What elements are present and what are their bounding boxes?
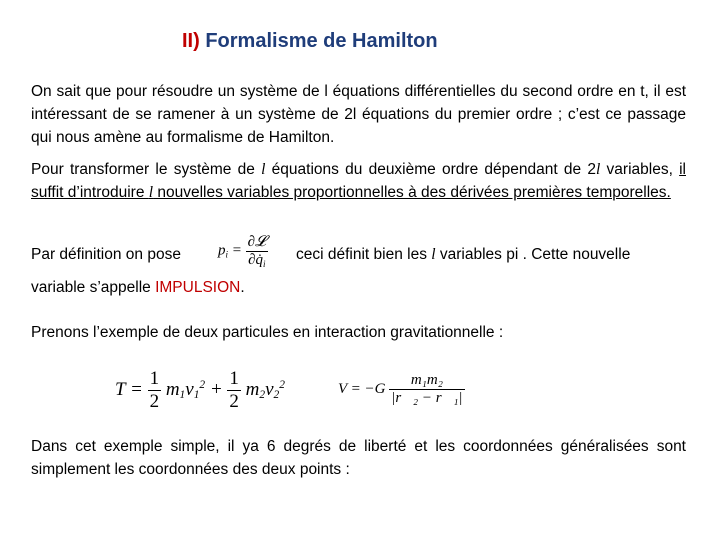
p2-text-c: variables,: [600, 161, 680, 178]
formula-V-num: m₁m₂: [389, 372, 464, 390]
title-text: Formalisme de Hamilton: [199, 30, 438, 52]
formula-T-v1-sub: 1: [193, 388, 200, 401]
p3-text-e: .: [240, 279, 245, 296]
formula-T-v1-sq: 2: [199, 378, 206, 391]
formula-potential-energy: [338, 372, 465, 407]
formula-T-m1: m: [165, 378, 180, 400]
p2-underlined-b: nouvelles variables proportionnelles à des dérivées premières temporelles.: [153, 184, 671, 201]
formula-T-eq: =: [125, 378, 148, 400]
formula-T-half-2: [227, 368, 241, 413]
formula-T-half-1: [148, 368, 162, 413]
formula-T-v2-sq: 2: [279, 378, 285, 391]
p2-var-l2: l: [596, 161, 601, 178]
formula-T-two-1: 2: [149, 391, 160, 412]
formula-T-v2-sub: 2: [273, 388, 280, 401]
formula-T-lhs: T: [115, 378, 126, 400]
formula-p-num: ∂𝓛: [247, 234, 266, 250]
paragraph-degrees-freedom: Dans cet exemple simple, il ya 6 degrés de liberté et les coordonnées généralisées sont simplement les coordonnées des deux points :: [31, 438, 686, 478]
formula-momentum: [218, 233, 268, 269]
formula-p-fraction: [246, 233, 268, 269]
formula-p-den-text: ∂q̇: [248, 252, 263, 268]
formula-T-m2: m: [245, 378, 260, 400]
p2-var-l: l: [261, 161, 266, 178]
paragraph-impulsion: [31, 276, 686, 299]
formula-T-m1-sub: 1: [179, 388, 186, 401]
paragraph-definition-cont: [296, 243, 688, 266]
paragraph-example: Prenons l’exemple de deux particules en interaction gravitationnelle :: [31, 324, 504, 341]
formula-T-one-2: 1: [229, 368, 239, 389]
page-title: [182, 30, 438, 53]
formula-p-eq: =: [231, 242, 242, 259]
formula-p-sub: i: [225, 249, 229, 260]
p2-text-b: équations du deuxième ordre dépendant de 2: [265, 161, 596, 178]
paragraph-transform: [31, 158, 686, 204]
p3-var-l: l: [431, 246, 436, 263]
formula-p-den-sub: i: [263, 259, 266, 269]
formula-T-plus: +: [209, 378, 228, 400]
paragraph-intro: On sait que pour résoudre un système de l équations différentielles du second ordre en t, il est intéressant de se ramener à un système de 2l équations du premier ordre ; c’est ce passage qui nous amène au formalisme de Hamilton.: [31, 83, 686, 146]
p3-text-d: variable s’appelle: [31, 279, 156, 296]
p2-var-l3: l: [148, 184, 154, 201]
formula-V-den: |r⃗₂ − r⃗₁|: [391, 390, 463, 406]
formula-T-v2: v: [265, 378, 274, 400]
p2-text-a: Pour transformer le système de: [31, 161, 262, 178]
formula-V-lhs: V: [338, 380, 347, 397]
p3-text-c: variables pi . Cette nouvelle: [435, 246, 631, 263]
formula-p-den: [246, 252, 268, 269]
title-prefix: II): [182, 30, 200, 52]
formula-kinetic-energy: [115, 368, 285, 413]
formula-T-m2-sub: 2: [259, 388, 266, 401]
formula-T-v1: v: [185, 378, 194, 400]
p3-text-b: ceci définit bien les: [296, 246, 432, 263]
formula-V-fraction: [389, 372, 464, 407]
formula-T-two-2: 2: [229, 391, 239, 412]
p2-underlined-a: il suffit d’introduire: [31, 161, 686, 201]
impulsion-term: IMPULSION: [155, 279, 241, 296]
p3-text-a: Par définition on pose: [31, 246, 181, 263]
formula-V-eq: = −G: [346, 380, 386, 397]
formula-p-lhs: p: [218, 242, 226, 259]
formula-T-one-1: 1: [149, 368, 160, 389]
